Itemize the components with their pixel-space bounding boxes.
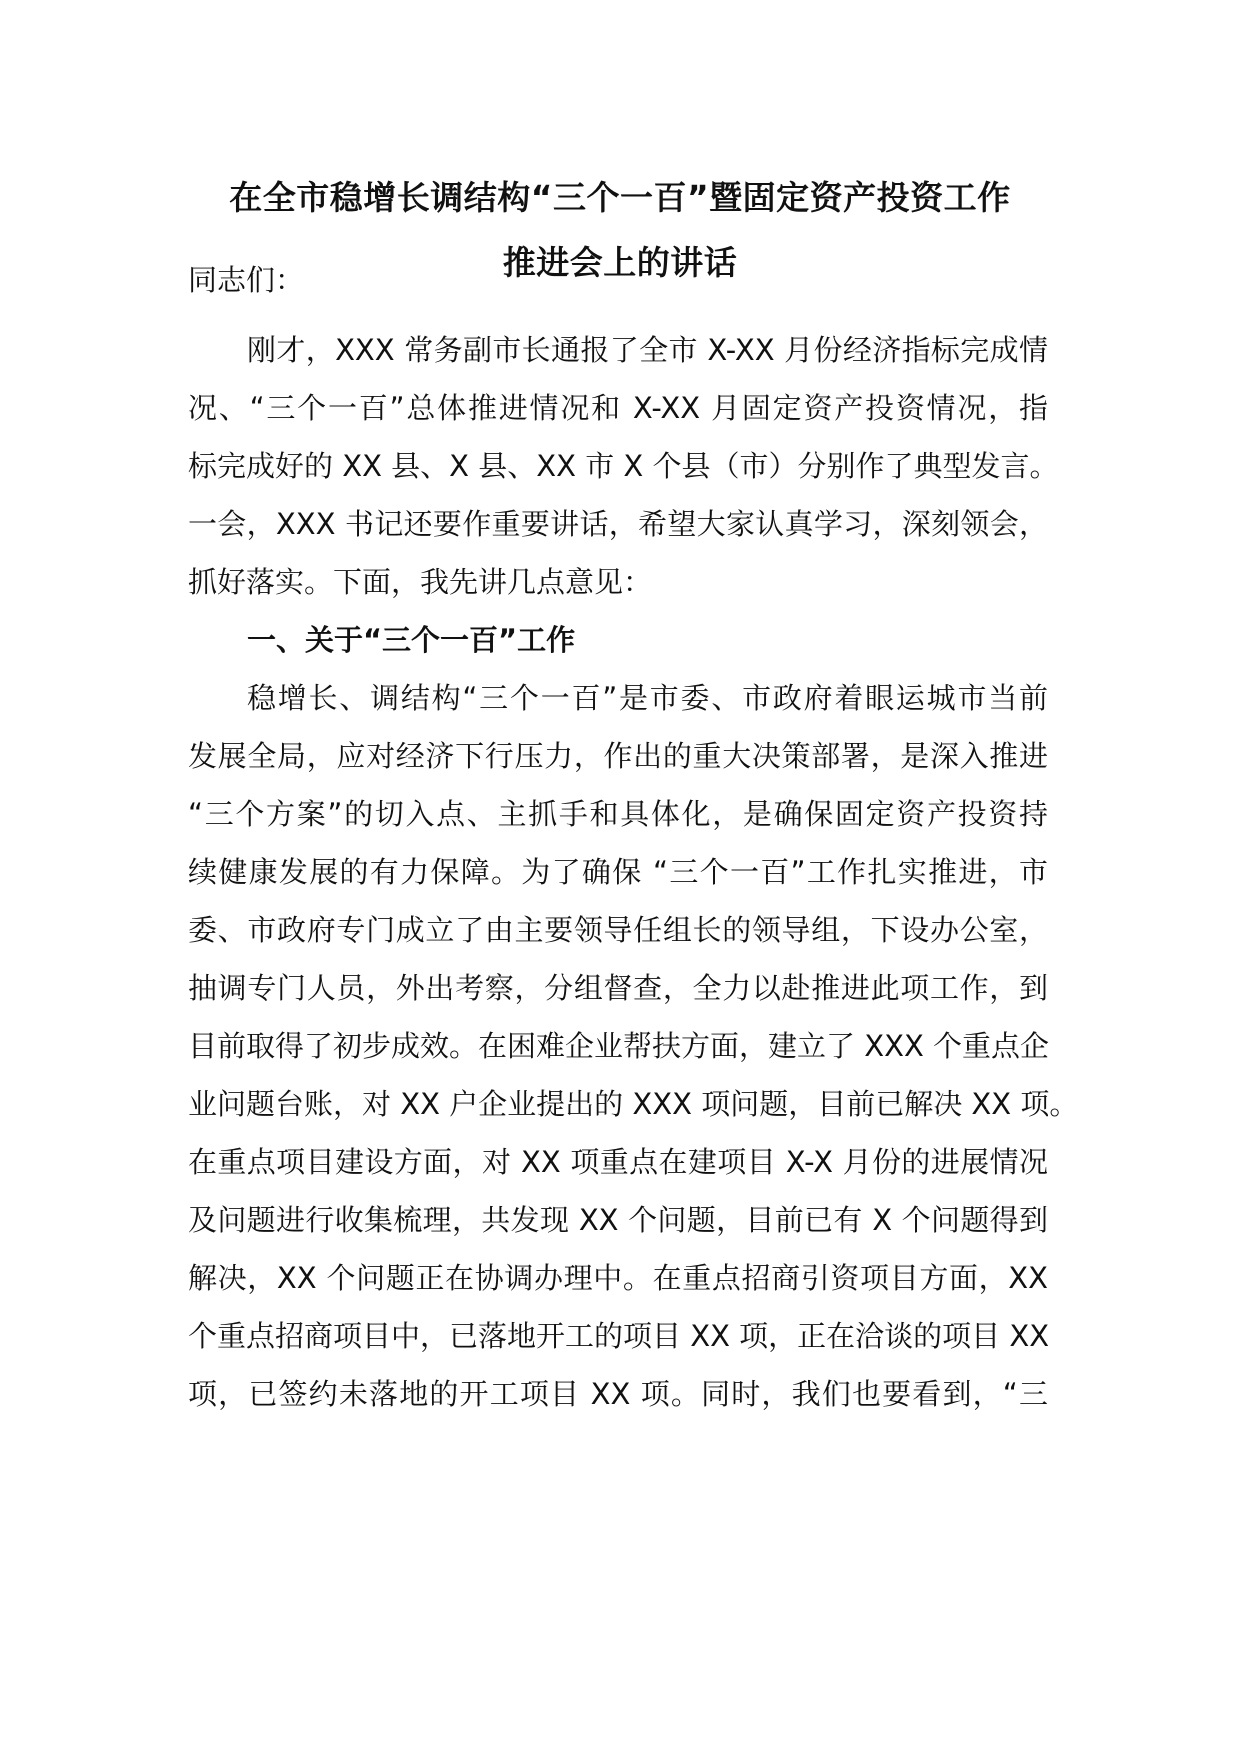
document-title-line-1: 在全市稳增长调结构“三个一百”暨固定资产投资工作 — [229, 178, 1011, 217]
document-title-line-2: 推进会上的讲话 — [502, 243, 738, 282]
paragraph-line: 个重点招商项目中，已落地开工的项目 XX 项，正在洽谈的项目 XX — [188, 1319, 1050, 1353]
paragraph-line: 标完成好的 XX 县、X 县、XX 市 X 个县（市）分别作了典型发言。 — [188, 449, 1059, 483]
paragraph-line: 发展全局，应对经济下行压力，作出的重大决策部署，是深入推进 — [188, 739, 1048, 773]
paragraph-line: 解决，XX 个问题正在协调办理中。在重点招商引资项目方面，XX — [188, 1261, 1048, 1295]
paragraph-line: 目前取得了初步成效。在困难企业帮扶方面，建立了 XXX 个重点企 — [188, 1029, 1050, 1063]
paragraph-line: 稳增长、调结构“三个一百”是市委、市政府着眼运城市当前 — [247, 681, 1048, 715]
section-heading: 一、关于“三个一百”工作 — [247, 623, 576, 657]
paragraph-line: 抽调专门人员，外出考察，分组督查，全力以赴推进此项工作，到 — [188, 971, 1048, 1005]
paragraph-line: 业问题台账，对 XX 户企业提出的 XXX 项问题，目前已解决 XX 项。 — [188, 1087, 1079, 1121]
paragraph-line: 委、市政府专门成立了由主要领导任组长的领导组，下设办公室， — [188, 913, 1048, 947]
paragraph-line: 项，已签约未落地的开工项目 XX 项。同时，我们也要看到，“三 — [188, 1377, 1048, 1411]
paragraph-line: “三个方案”的切入点、主抓手和具体化，是确保固定资产投资持 — [188, 797, 1048, 831]
salutation: 同志们： — [188, 263, 305, 297]
paragraph-line: 及问题进行收集梳理，共发现 XX 个问题，目前已有 X 个问题得到 — [188, 1203, 1048, 1237]
paragraph-line: 况、“三个一百”总体推进情况和 X-XX 月固定资产投资情况，指 — [188, 391, 1048, 425]
paragraph-line: 一会，XXX 书记还要作重要讲话，希望大家认真学习，深刻领会， — [188, 507, 1048, 541]
paragraph-line: 抓好落实。下面，我先讲几点意见： — [188, 565, 653, 599]
paragraph-line: 刚才，XXX 常务副市长通报了全市 X-XX 月份经济指标完成情 — [247, 333, 1048, 367]
paragraph-line: 续健康发展的有力保障。为了确保 “三个一百”工作扎实推进，市 — [188, 855, 1048, 889]
paragraph-line: 在重点项目建设方面，对 XX 项重点在建项目 X-X 月份的进展情况 — [188, 1145, 1048, 1179]
